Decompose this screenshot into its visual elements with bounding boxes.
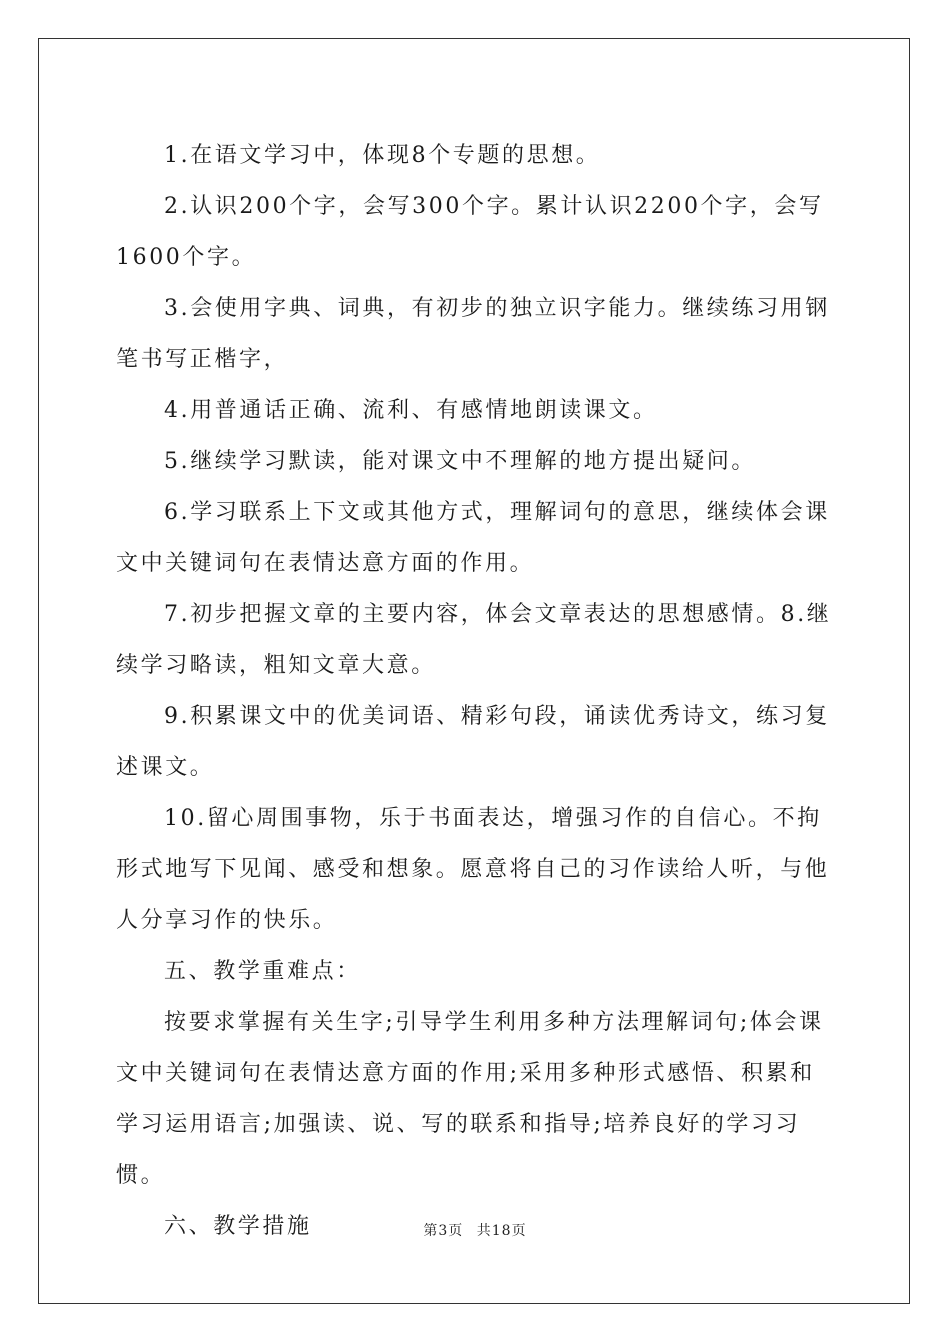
paragraph-2: 2.认识200个字，会写300个字。累计认识2200个字，会写1600个字。 — [116, 194, 824, 270]
paragraph-5: 5.继续学习默读，能对课文中不理解的地方提出疑问。 — [164, 449, 756, 474]
section-heading-6: 六、教学措施 — [164, 1214, 312, 1239]
paragraph-7: 7.初步把握文章的主要内容，体会文章表达的思想感情。8.继续学习略读，粗知文章大意。 — [116, 602, 832, 678]
paragraph-10: 10.留心周围事物，乐于书面表达，增强习作的自信心。不拘形式地写下见闻、感受和想象。愿意将自己的习作读给人听，与他人分享习作的快乐。 — [116, 806, 830, 933]
paragraph-1: 1.在语文学习中，体现8个专题的思想。 — [164, 143, 601, 168]
paragraph-6: 6.学习联系上下文或其他方式，理解词句的意思，继续体会课文中关键词句在表情达意方面的作用。 — [116, 500, 830, 576]
document-body — [116, 130, 836, 1252]
paragraph-4: 4.用普通话正确、流利、有感情地朗读课文。 — [164, 398, 658, 423]
key-points-paragraph: 按要求掌握有关生字;引导学生利用多种方法理解词句;体会课文中关键词句在表情达意方面的作用;采用多种形式感悟、积累和学习运用语言;加强读、说、写的联系和指导;培养良好的学习习惯。 — [116, 1010, 824, 1188]
page-number: 第3页 — [423, 1223, 464, 1239]
page-footer — [0, 1220, 950, 1240]
page-total: 共18页 — [476, 1223, 527, 1239]
section-heading-5: 五、教学重难点： — [164, 959, 361, 984]
paragraph-9: 9.积累课文中的优美词语、精彩句段，诵读优秀诗文，练习复述课文。 — [116, 704, 830, 780]
paragraph-3: 3.会使用字典、词典，有初步的独立识字能力。继续练习用钢笔书写正楷字， — [116, 296, 830, 372]
